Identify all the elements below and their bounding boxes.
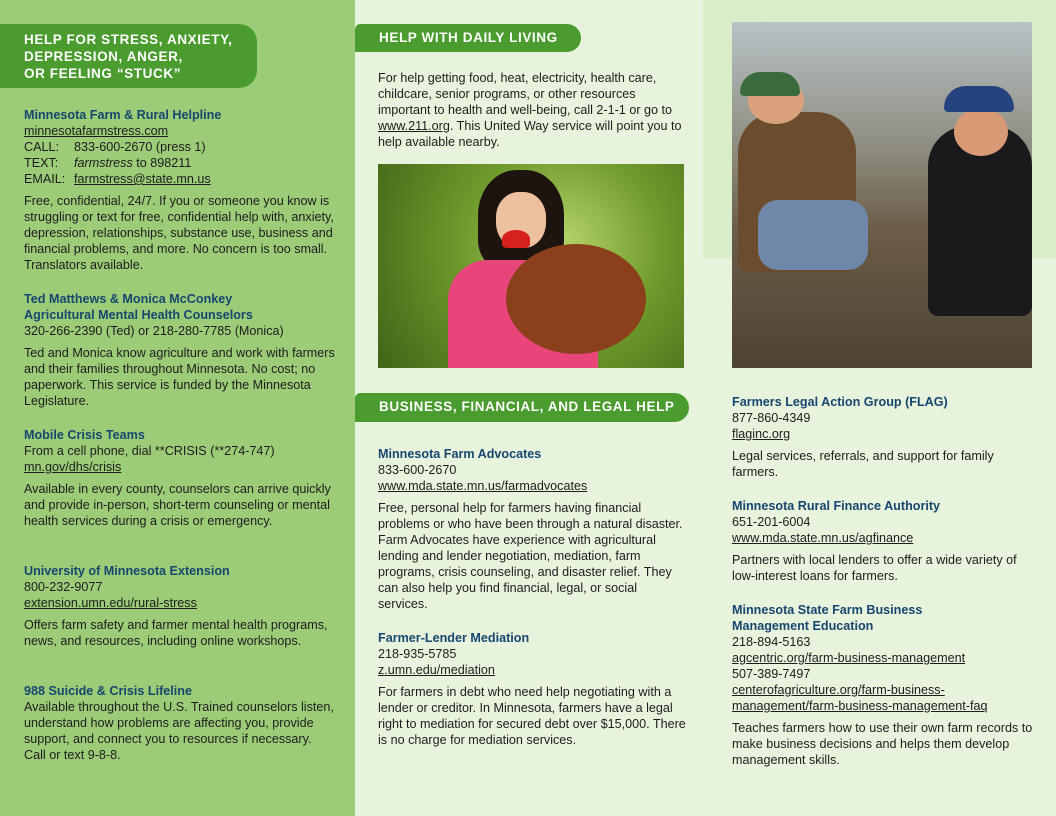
fbm-phone-2: 507-389-7497 [732,667,811,681]
photo-shape [740,72,800,96]
helpline-section [24,107,336,273]
call-value[interactable]: 833-600-2670 (press 1) [74,140,206,154]
flag-section [732,394,1036,480]
text-keyword: farmstress [74,156,133,170]
fbm-phone-1: 218-894-5163 [732,635,811,649]
fbm-subtitle: Management Education [732,619,874,633]
mediation-body: For farmers in debt who need help negotiating with a lender or creditor. In Minnesota, farmers have a legal right to mediation for secured debt over $15,000. There is no charge for mediation services. [378,685,686,747]
counselors-phone: 320-266-2390 (Ted) or 218-280-7785 (Monica) [24,324,284,338]
counselors-subtitle: Agricultural Mental Health Counselors [24,308,253,322]
photo-shape [758,200,868,270]
crisis-body: Available in every county, counselors can arrive quickly and provide in-person, short-term counseling or mental health services during a crisis or emergency. [24,482,331,528]
email-link[interactable]: farmstress@state.mn.us [74,172,211,186]
extension-title: University of Minnesota Extension [24,564,230,578]
advocates-phone: 833-600-2670 [378,463,457,477]
header-line: HELP FOR STRESS, ANXIETY, [24,32,233,47]
rfa-url[interactable]: www.mda.state.mn.us/agfinance [732,531,914,545]
call-label: CALL: [24,140,60,154]
flag-phone: 877-860-4349 [732,411,811,425]
rfa-body: Partners with local lenders to offer a wide variety of low-interest loans for farmers. [732,553,1017,583]
daily-living-post: . This United Way service will point you to help available nearby. [378,119,682,149]
fbm-title: Minnesota State Farm Business [732,603,923,617]
daily-living-header: HELP WITH DAILY LIVING [355,24,581,52]
stress-help-header [0,24,257,88]
fbm-url-2-cont[interactable]: management/farm-business-management-faq [732,699,988,713]
helpline-text [24,155,336,171]
advocates-section [378,446,686,612]
extension-body: Offers farm safety and farmer mental health programs, news, and resources, including online workshops. [24,618,328,648]
mediation-section [378,630,686,748]
photo-shape [502,230,530,248]
lifeline-section [24,683,336,763]
fbm-url-1[interactable]: agcentric.org/farm-business-management [732,651,966,665]
advocates-url[interactable]: www.mda.state.mn.us/farmadvocates [378,479,588,493]
text-label: TEXT: [24,156,59,170]
helpline-body: Free, confidential, 24/7. If you or someone you know is struggling or text for free, confidential help with, anxiety, depression, relationships, substance use, business and financial problems, and more. No concern is too small. Translators available. [24,194,334,272]
daily-living-text [378,70,686,150]
counselors-body: Ted and Monica know agriculture and work with farmers and their families throughout Minnesota. No cost; no paperwork. This service is funded by the Minnesota Legislature. [24,346,335,408]
extension-phone: 800-232-9077 [24,580,103,594]
daily-living-link[interactable]: www.211.org [378,119,450,133]
photo-shape [506,244,646,354]
header-line: DEPRESSION, ANGER, [24,49,183,64]
lifeline-title: 988 Suicide & Crisis Lifeline [24,684,192,698]
header-line: OR FEELING “STUCK” [24,66,182,81]
mediation-url[interactable]: z.umn.edu/mediation [378,663,495,677]
crisis-title: Mobile Crisis Teams [24,428,145,442]
business-help-header: BUSINESS, FINANCIAL, AND LEGAL HELP [355,393,689,422]
crisis-section [24,427,336,529]
crisis-line: From a cell phone, dial **CRISIS (**274-747) [24,444,275,458]
helpline-title: Minnesota Farm & Rural Helpline [24,108,222,122]
flag-body: Legal services, referrals, and support for family farmers. [732,449,994,479]
girl-with-hen-photo [378,164,684,368]
crisis-url[interactable]: mn.gov/dhs/crisis [24,460,122,474]
farmers-photo [732,22,1032,368]
lifeline-body: Available throughout the U.S. Trained counselors listen, understand how problems are affecting you, provide support, and connect you to resources if necessary. Call or text 9-8-8. [24,700,334,762]
flag-url[interactable]: flaginc.org [732,427,791,441]
extension-section [24,563,336,649]
text-rest: to 898211 [132,156,192,170]
mediation-phone: 218-935-5785 [378,647,457,661]
counselors-title: Ted Matthews & Monica McConkey [24,292,233,306]
photo-shape [944,86,1014,112]
rfa-phone: 651-201-6004 [732,515,811,529]
email-label: EMAIL: [24,172,66,186]
mediation-title: Farmer-Lender Mediation [378,631,530,645]
fbm-section [732,602,1036,768]
counselors-section [24,291,336,409]
photo-shape [954,108,1008,156]
flag-title: Farmers Legal Action Group (FLAG) [732,395,948,409]
helpline-email [24,171,336,187]
rfa-section [732,498,1036,584]
advocates-body: Free, personal help for farmers having financial problems or who have been through a natural disaster. Farm Advocates have experience with agricultural lending and lender negotiation, mediation, farm programs, crisis counseling, and disaster relief. They can also help you find financial, legal, or social services. [378,501,683,611]
extension-url[interactable]: extension.umn.edu/rural-stress [24,596,197,610]
fbm-url-2[interactable]: centerofagriculture.org/farm-business- [732,683,945,697]
daily-living-pre: For help getting food, heat, electricity, health care, childcare, senior programs, or other resources important to health and well-being, call 2-1-1 or go to [378,71,673,117]
helpline-call [24,139,336,155]
rfa-title: Minnesota Rural Finance Authority [732,499,941,513]
advocates-title: Minnesota Farm Advocates [378,447,542,461]
helpline-url[interactable]: minnesotafarmstress.com [24,124,169,138]
fbm-body: Teaches farmers how to use their own farm records to make business decisions and helps them develop management skills. [732,721,1033,767]
